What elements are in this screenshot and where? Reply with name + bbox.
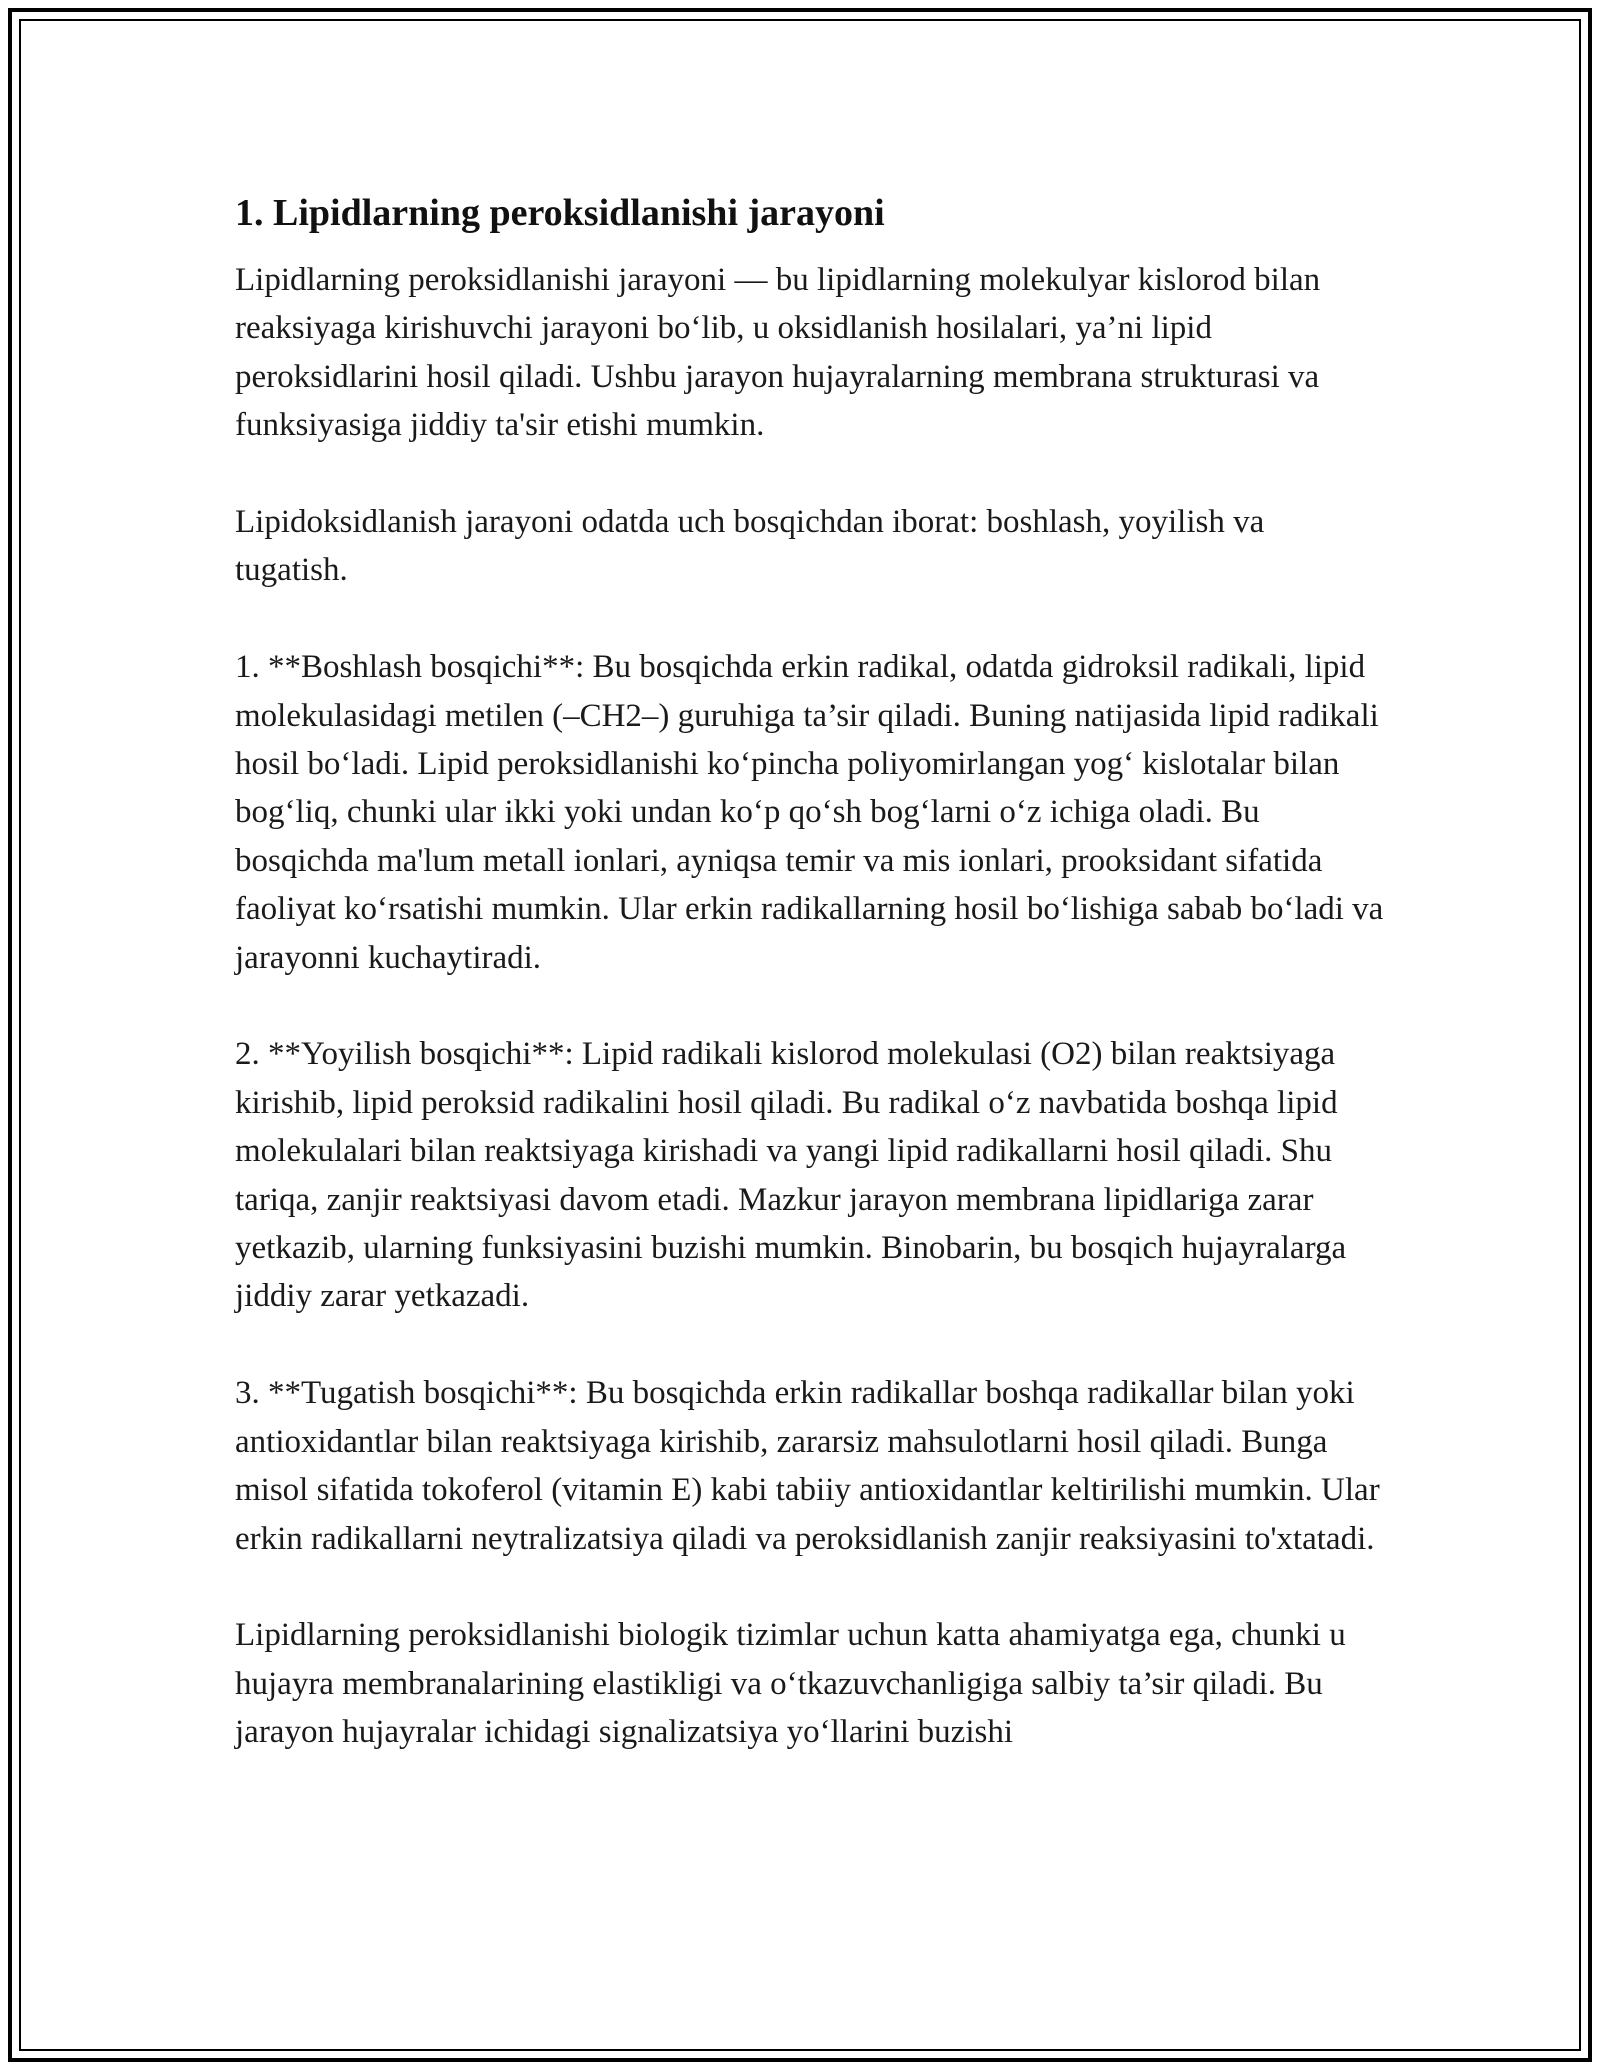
paragraph-stage-initiation: 1. **Boshlash bosqichi**: Bu bosqichda erkin radikal, odatda gidroksil radikali, lipid molekulasidagi metilen (–CH2–) guruhiga ta’sir qiladi. Buning natijasida lipid radikali hosil bo‘ladi. Lipid peroksidlanishi ko‘pincha poliyomirlangan yog‘ kislotalar bilan bog‘liq, chunki ular ikki yoki undan ko‘p qo‘sh bog‘larni o‘z ichiga oladi. Bu bosqichda ma'lum metall ionlari, ayniqsa temir va mis ionlari, prooksidant sifatida faoliyat ko‘rsatishi mumkin. Ular erkin radikallarning hosil bo‘lishiga sabab bo‘ladi va jarayonni kuchaytiradi. bbox=[235, 649, 1384, 976]
paragraph-intro: Lipidlarning peroksidlanishi jarayoni — bu lipidlarning molekulyar kislorod bilan reaksiyaga kirishuvchi jarayoni bo‘lib, u oksidlanish hosilalari, ya’ni lipid peroksidlarini hosil qiladi. Ushbu jarayon hujayralarning membrana strukturasi va funksiyasiga jiddiy ta'sir etishi mumkin. bbox=[235, 262, 1321, 444]
paragraph-stage-propagation: 2. **Yoyilish bosqichi**: Lipid radikali kislorod molekulasi (O2) bilan reaktsiyaga kirishib, lipid peroksid radikalini hosil qiladi. Bu radikal o‘z navbatida boshqa lipid molekulalari bilan reaktsiyaga kirishadi va yangi lipid radikallarni hosil qiladi. Shu tariqa, zanjir reaktsiyasi davom etadi. Mazkur jarayon membrana lipidlariga zarar yetkazib, ularning funksiyasini buzishi mumkin. Binobarin, bu bosqich hujayralarga jiddiy zarar yetkazadi. bbox=[235, 1036, 1347, 1315]
document-body bbox=[235, 188, 1385, 1757]
paragraph-significance: Lipidlarning peroksidlanishi biologik tizimlar uchun katta ahamiyatga ega, chunki u hujayra membranalarining elastikligi va o‘tkazuvchanligiga salbiy ta’sir qiladi. Bu jarayon hujayralar ichidagi signalizatsiya yo‘llarini buzishi bbox=[235, 1617, 1346, 1751]
section-heading: 1. Lipidlarning peroksidlanishi jarayoni bbox=[235, 192, 885, 234]
paragraph-stage-termination: 3. **Tugatish bosqichi**: Bu bosqichda erkin radikallar boshqa radikallar bilan yoki antioxidantlar bilan reaktsiyaga kirishib, zararsiz mahsulotlarni hosil qiladi. Bunga misol sifatida tokoferol (vitamin E) kabi tabiiy antioxidantlar keltirilishi mumkin. Ular erkin radikallarni neytralizatsiya qiladi va peroksidlanish zanjir reaksiyasini to'xtatadi. bbox=[235, 1375, 1380, 1557]
paragraph-stages-overview: Lipidoksidlanish jarayoni odatda uch bosqichdan iborat: boshlash, yoyilish va tugatish. bbox=[235, 504, 1265, 589]
